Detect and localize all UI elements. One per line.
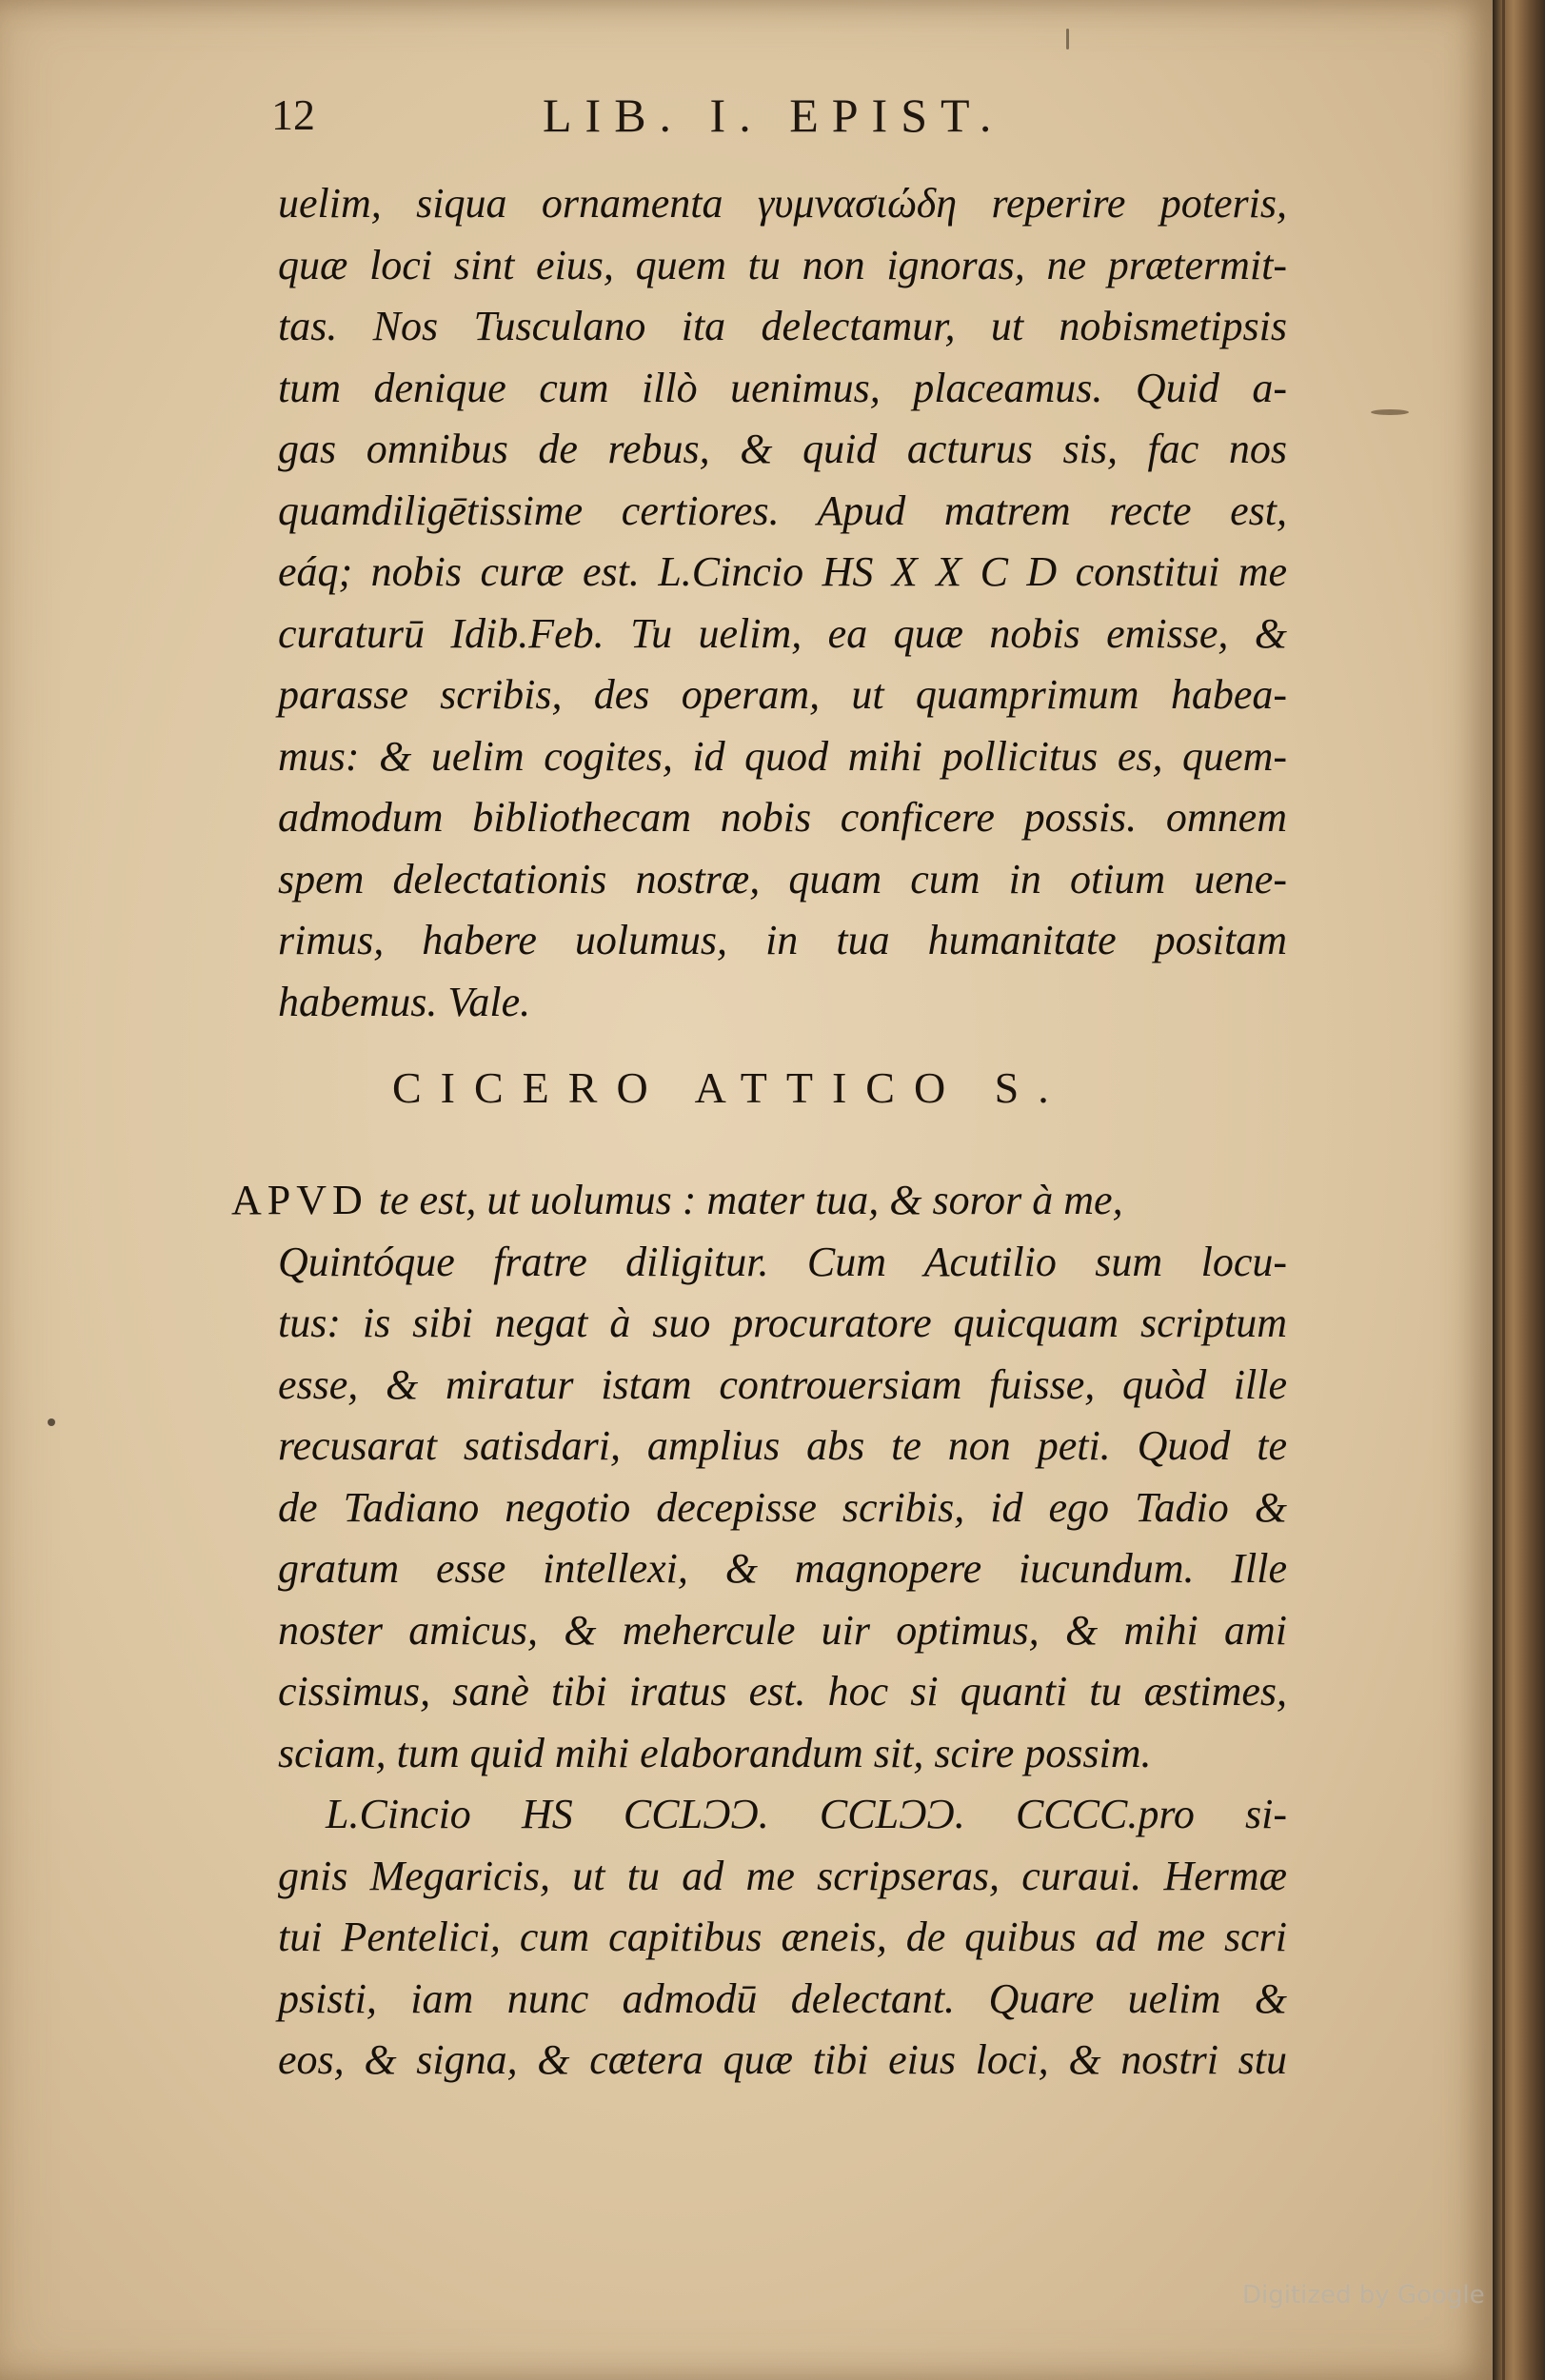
opening-text: te est, ut uolumus : mater tua, & soror à me, bbox=[378, 1177, 1123, 1223]
page-header bbox=[271, 88, 1280, 154]
text-line: admodum bibliothecam nobis conficere possis. omnem bbox=[278, 794, 1287, 841]
book-page-edge bbox=[1493, 0, 1545, 2380]
ink-mark bbox=[1371, 409, 1409, 415]
text-line: parasse scribis, des operam, ut quamprimum habea- bbox=[278, 671, 1287, 718]
digitization-watermark: Digitized by Google bbox=[1242, 2281, 1485, 2310]
text-line: habemus. Vale. bbox=[278, 978, 531, 1025]
text-line: Quintóque fratre diligitur. Cum Acutilio sum locu- bbox=[278, 1238, 1287, 1285]
text-line: L.Cincio HS CCLƆƆ. CCLƆƆ. CCCC.pro si- bbox=[326, 1791, 1287, 1837]
text-line: quamdiligētissime certiores. Apud matrem recte est, bbox=[278, 486, 1287, 534]
text-line: esse, & miratur istam controuersiam fuisse, quòd ille bbox=[278, 1360, 1287, 1408]
text-line: tum denique cum illò uenimus, placeamus. Quid a- bbox=[278, 364, 1287, 411]
letter-2-text bbox=[278, 1232, 1287, 2092]
text-line: tas. Nos Tusculano ita delectamur, ut nobismetipsis bbox=[278, 303, 1287, 349]
ink-spot bbox=[48, 1418, 55, 1426]
text-line: psisti, iam nunc admodū delectant. Quare uelim & bbox=[278, 1974, 1287, 2022]
text-line: mus: & uelim cogites, id quod mihi pollicitus es, quem- bbox=[278, 732, 1287, 780]
running-head: LIB. I. EPIST. bbox=[543, 89, 1005, 142]
text-line: sciam, tum quid mihi elaborandum sit, scire possim. bbox=[278, 1729, 1152, 1776]
text-line: curaturū Idib.Feb. Tu uelim, ea quæ nobis emisse, & bbox=[278, 609, 1287, 657]
text-line: recusarat satisdari, amplius abs te non peti. Quod te bbox=[278, 1422, 1287, 1469]
opening-initials: APVD bbox=[231, 1177, 368, 1223]
text-line: eáq; nobis curæ est. L.Cincio HS X X C D constitui me bbox=[278, 548, 1287, 595]
ink-mark bbox=[1066, 29, 1069, 50]
text-line: gratum esse intellexi, & magnopere iucundum. Ille bbox=[278, 1545, 1287, 1592]
text-line: gnis Megaricis, ut tu ad me scripseras, curaui. Hermæ bbox=[278, 1852, 1287, 1899]
text-line: de Tadiano negotio decepisse scribis, id ego Tadio & bbox=[278, 1483, 1287, 1531]
letter-title: CICERO ATTICO S. bbox=[392, 1063, 1068, 1112]
letter-2-opening-line bbox=[231, 1170, 1287, 1232]
text-line: uelim, siqua ornamenta γυμνασιώδη reperire poteris, bbox=[278, 180, 1287, 227]
text-line: tus: is sibi negat à suo procuratore quicquam scriptum bbox=[278, 1299, 1287, 1346]
text-line: gas omnibus de rebus, & quid acturus sis, fac nos bbox=[278, 426, 1287, 472]
text-line: spem delectationis nostræ, quam cum in otium uene- bbox=[278, 855, 1287, 902]
text-line: noster amicus, & mehercule uir optimus, & mihi ami bbox=[278, 1606, 1287, 1654]
text-line: tui Pentelici, cum capitibus æneis, de quibus ad me scri bbox=[278, 1914, 1287, 1960]
page-number: 12 bbox=[271, 90, 315, 139]
letter-1-text bbox=[278, 173, 1287, 1033]
text-line: rimus, habere uolumus, in tua humanitate positam bbox=[278, 917, 1287, 963]
text-line: cissimus, sanè tibi iratus est. hoc si quanti tu æstimes, bbox=[278, 1668, 1287, 1715]
text-line: quæ loci sint eius, quem tu non ignoras, ne prætermit- bbox=[278, 241, 1287, 288]
text-line: eos, & signa, & cætera quæ tibi eius loci, & nostri stu bbox=[278, 2036, 1287, 2083]
